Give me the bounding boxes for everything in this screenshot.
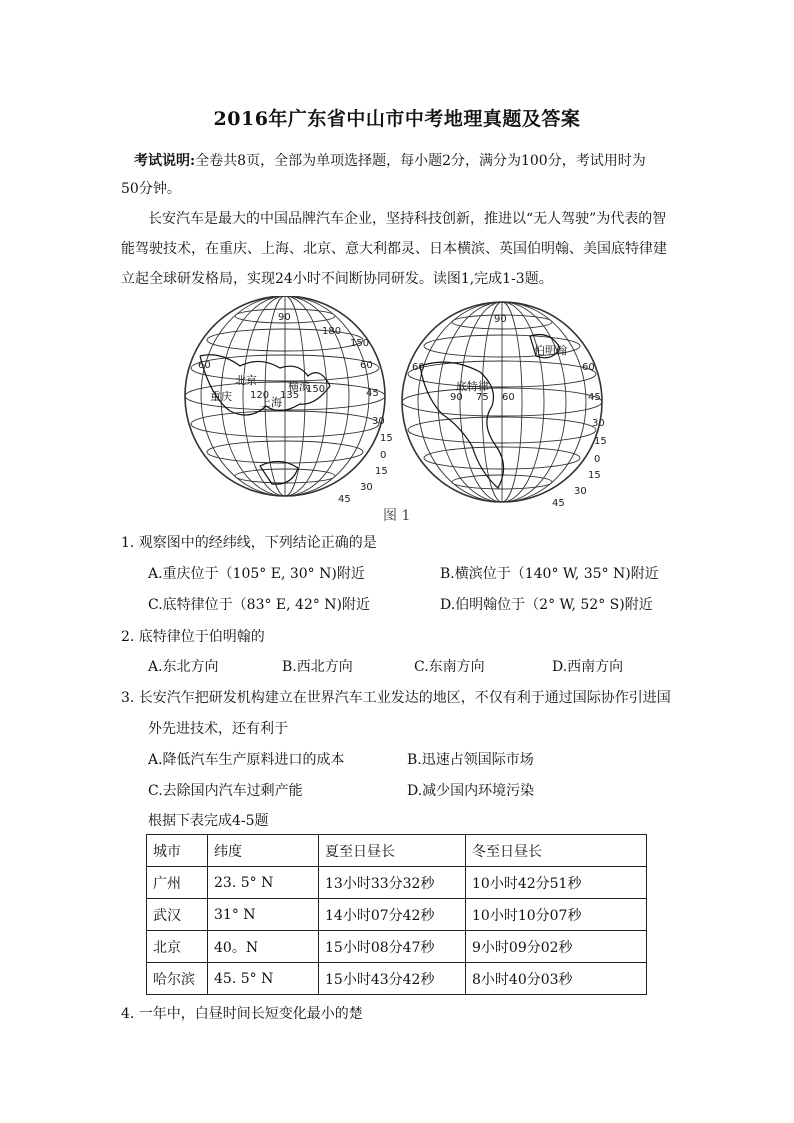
q3-option-d: D.减少国内环境污染 bbox=[407, 783, 535, 799]
q3-option-a: A.降低汽车生产原料进口的成本 bbox=[148, 752, 345, 768]
right-tick-60b: 60 bbox=[582, 362, 595, 373]
table-cell: 广州 bbox=[147, 867, 208, 899]
table-header-winter: 冬至日昼长 bbox=[466, 835, 647, 867]
right-tick-0: 0 bbox=[594, 454, 601, 465]
q3-option-b: B.迅速占领国际市场 bbox=[407, 752, 534, 768]
left-tick-135: 135 bbox=[280, 390, 300, 401]
table-cell: 15小时43分42秒 bbox=[319, 963, 466, 995]
place-beijing: 北京 bbox=[235, 374, 257, 387]
table-intro: 根据下表完成4-5题 bbox=[148, 813, 269, 829]
table-header-row bbox=[147, 835, 647, 867]
right-tick-15: 15 bbox=[594, 436, 607, 447]
globes-svg bbox=[180, 296, 610, 522]
q1-option-c: C.底特律位于（83° E, 42° N)附近 bbox=[148, 597, 371, 613]
table-header-latitude: 纬度 bbox=[208, 835, 319, 867]
table-cell: 10小时42分51秒 bbox=[466, 867, 647, 899]
table-cell: 北京 bbox=[147, 931, 208, 963]
table-cell: 31° N bbox=[208, 899, 319, 931]
place-detroit: 底特律 bbox=[456, 380, 489, 393]
intro-line-3: 立起全球研发格局，实现24小时不间断协同研发。读图1,完成1-3题。 bbox=[121, 271, 553, 287]
intro-line-1: 长安汽车是最大的中国品牌汽车企业，坚持科技创新，推进以“无人驾驶”为代表的智 bbox=[148, 211, 667, 227]
right-tick-30: 30 bbox=[592, 418, 605, 429]
left-tick-0: 0 bbox=[380, 450, 387, 461]
q3-stem-2: 外先进技术，还有利于 bbox=[148, 721, 288, 737]
place-shanghai: 上海 bbox=[260, 396, 282, 409]
table-cell: 23. 5° N bbox=[208, 867, 319, 899]
table-header-summer: 夏至日昼长 bbox=[319, 835, 466, 867]
table-row bbox=[147, 867, 647, 899]
place-chongqing: 重庆 bbox=[210, 390, 232, 403]
q3-stem-1: 3. 长安汽乍把研发机构建立在世界汽车工业发达的地区，不仅有利于通过国际协作引进国 bbox=[121, 690, 671, 706]
q1-option-b: B.横滨位于（140° W, 35° N)附近 bbox=[440, 566, 659, 582]
q1-option-d: D.伯明翰位于（2° W, 52° S)附近 bbox=[440, 597, 653, 613]
q2-option-d: D.西南方向 bbox=[552, 659, 624, 675]
table-cell: 15小时08分47秒 bbox=[319, 931, 466, 963]
q1-stem: 1. 观察图中的经纬线，下列结论正确的是 bbox=[121, 535, 377, 551]
document-title: 2016年广东省中山市中考地理真题及答案 bbox=[213, 108, 581, 130]
left-tick-60b: 60 bbox=[360, 360, 373, 371]
q2-option-c: C.东南方向 bbox=[414, 659, 485, 675]
left-tick-30s: 30 bbox=[360, 482, 373, 493]
table-row bbox=[147, 931, 647, 963]
instructions-label: 考试说明: bbox=[134, 153, 196, 169]
right-tick-90b: 90 bbox=[450, 392, 463, 403]
right-tick-60c: 60 bbox=[502, 392, 515, 403]
place-yokohama: 横滨 bbox=[288, 380, 310, 393]
table-cell: 哈尔滨 bbox=[147, 963, 208, 995]
q1-option-a: A.重庆位于（105° E, 30° N)附近 bbox=[148, 566, 365, 582]
instructions-line-2: 50分钟。 bbox=[121, 181, 181, 197]
instructions-text: 全卷共8页，全部为单项选择题，每小题2分，满分为100分，考试用时为 bbox=[195, 153, 646, 169]
right-tick-45s: 45 bbox=[552, 498, 565, 509]
left-tick-15s: 15 bbox=[375, 466, 388, 477]
table-header-city: 城市 bbox=[147, 835, 208, 867]
right-tick-45: 45 bbox=[588, 392, 601, 403]
left-tick-30: 30 bbox=[372, 416, 385, 427]
left-tick-15: 15 bbox=[380, 433, 393, 444]
table-cell: 14小时07分42秒 bbox=[319, 899, 466, 931]
right-tick-90: 90 bbox=[494, 314, 507, 325]
right-tick-75: 75 bbox=[476, 392, 489, 403]
q4-stem: 4. 一年中，白昼时间长短变化最小的楚 bbox=[121, 1006, 363, 1022]
figure-globes bbox=[180, 296, 610, 522]
q3-option-c: C.去除国内汽车过剩产能 bbox=[148, 783, 303, 799]
table-cell: 45. 5° N bbox=[208, 963, 319, 995]
left-tick-120: 120 bbox=[250, 390, 270, 401]
left-tick-90: 90 bbox=[278, 312, 291, 323]
right-tick-60a: 60 bbox=[412, 362, 425, 373]
q2-stem: 2. 底特律位于伯明翰的 bbox=[121, 629, 265, 645]
right-tick-30s: 30 bbox=[574, 486, 587, 497]
daylength-table bbox=[146, 834, 647, 995]
left-tick-150b: 150 bbox=[350, 338, 370, 349]
table-cell: 13小时33分32秒 bbox=[319, 867, 466, 899]
intro-line-2: 能驾驶技术，在重庆、上海、北京、意大利都灵、日本横滨、英国伯明翰、美国底特律建 bbox=[121, 241, 667, 257]
table-cell: 10小时10分07秒 bbox=[466, 899, 647, 931]
q2-option-b: B.西北方向 bbox=[282, 659, 353, 675]
table-cell: 40。N bbox=[208, 931, 319, 963]
table-cell: 9小时09分02秒 bbox=[466, 931, 647, 963]
instructions-line-1 bbox=[134, 150, 646, 170]
left-tick-60a: 60 bbox=[198, 360, 211, 371]
q2-option-a: A.东北方向 bbox=[148, 659, 219, 675]
table-row bbox=[147, 899, 647, 931]
table-cell: 8小时40分03秒 bbox=[466, 963, 647, 995]
figure-caption: 图 1 bbox=[383, 508, 411, 524]
left-tick-180: 180 bbox=[322, 326, 342, 337]
table-cell: 武汉 bbox=[147, 899, 208, 931]
left-tick-150: 150 bbox=[306, 384, 326, 395]
table-row bbox=[147, 963, 647, 995]
right-tick-15s: 15 bbox=[588, 470, 601, 481]
left-tick-45s: 45 bbox=[338, 494, 351, 505]
place-birmingham: 伯明翰 bbox=[534, 344, 567, 357]
left-tick-45: 45 bbox=[366, 388, 379, 399]
